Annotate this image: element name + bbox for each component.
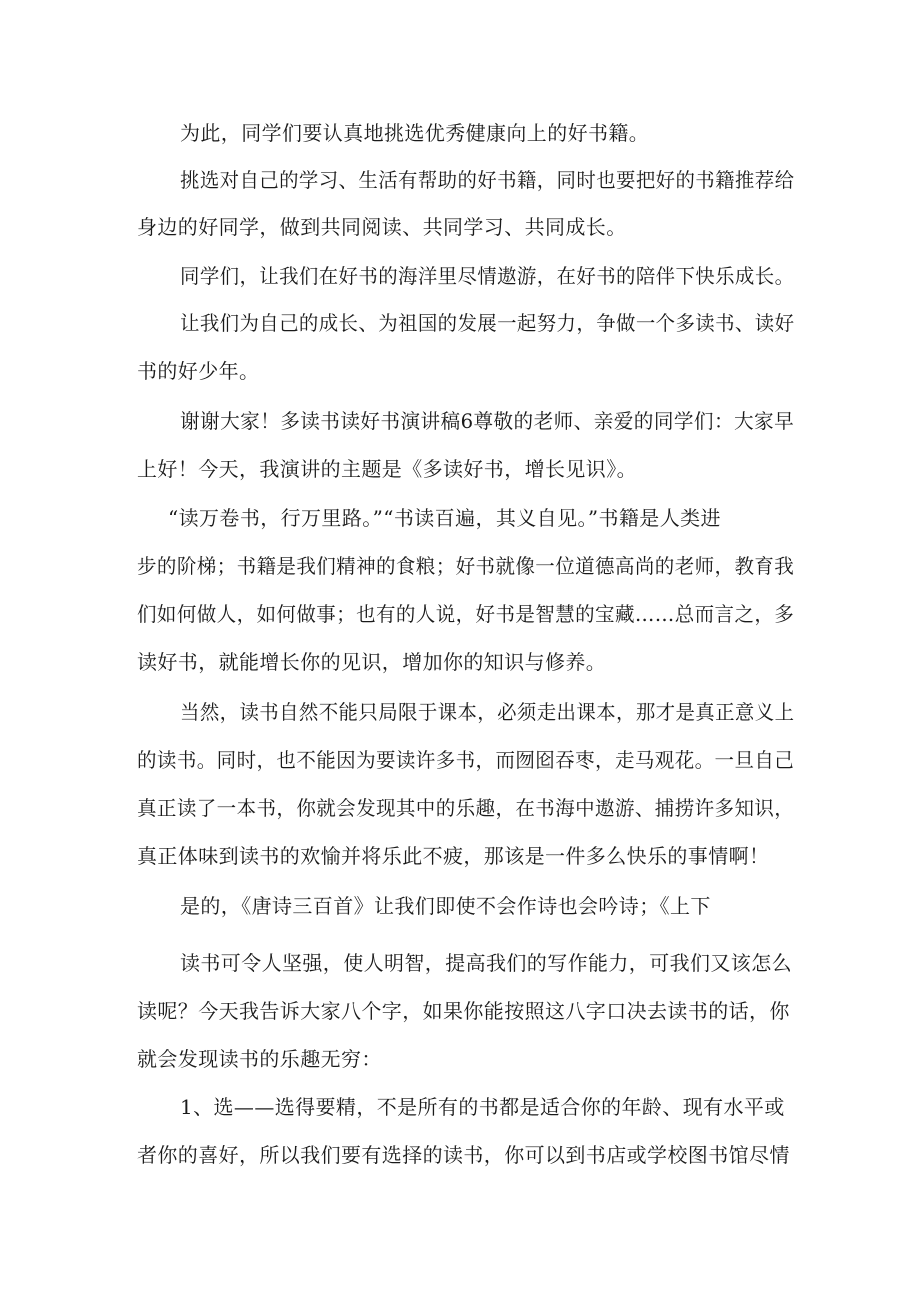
text-line: 者你的喜好，所以我们要有选择的读书，你可以到书店或学校图书馆尽情 bbox=[137, 1143, 790, 1167]
text-line: 当然，读书自然不能只局限于课本，必须走出课本，那才是真正意义上 bbox=[180, 700, 795, 724]
text-line: 为此，同学们要认真地挑选优秀健康向上的好书籍。 bbox=[180, 121, 650, 145]
text-line: 的读书。同时，也不能因为要读许多书，而囫囵吞枣，走马观花。一旦自己 bbox=[137, 748, 795, 772]
text-line: 读呢？今天我告诉大家八个字，如果你能按照这八字口决去读书的话，你 bbox=[137, 999, 790, 1023]
text-line: 步的阶梯；书籍是我们精神的食粮；好书就像一位道德高尚的老师，教育我 bbox=[137, 554, 795, 578]
text-line: 就会发现读书的乐趣无穷： bbox=[137, 1047, 382, 1071]
text-line: 真正读了一本书，你就会发现其中的乐趣，在书海中遨游、捕捞许多知识， bbox=[137, 796, 795, 820]
text-line: 读书可令人坚强，使人明智，提高我们的写作能力，可我们又该怎么 bbox=[180, 951, 792, 975]
text-line: 上好！今天，我演讲的主题是《多读好书，增长见识》。 bbox=[137, 457, 637, 481]
text-line: 谢谢大家！多读书读好书演讲稿6尊敬的老师、亲爱的同学们：大家早 bbox=[180, 409, 795, 433]
text-line: 挑选对自己的学习、生活有帮助的好书籍，同时也要把好的书籍推荐给 bbox=[180, 168, 795, 192]
text-line: 1、选——选得要精，不是所有的书都是适合你的年龄、现有水平或 bbox=[180, 1095, 785, 1119]
text-line: 让我们为自己的成长、为祖国的发展一起努力，争做一个多读书、读好 bbox=[180, 311, 795, 335]
text-line: “读万卷书，行万里路。”“书读百遍，其义自见。”书籍是人类进 bbox=[168, 506, 721, 530]
text-line: 身边的好同学，做到共同阅读、共同学习、共同成长。 bbox=[137, 215, 627, 239]
text-line: 是的，《唐诗三百首》让我们即使不会作诗也会吟诗；《上下 bbox=[180, 894, 711, 918]
text-line: 真正体味到读书的欢愉并将乐此不疲，那该是一件多么快乐的事情啊！ bbox=[137, 844, 770, 868]
text-line: 书的好少年。 bbox=[137, 359, 260, 383]
text-line: 同学们，让我们在好书的海洋里尽情遨游，在好书的陪伴下快乐成长。 bbox=[180, 264, 795, 288]
text-line: 读好书，就能增长你的见识，增加你的知识与修养。 bbox=[137, 650, 607, 674]
text-line: 们如何做人，如何做事；也有的人说，好书是智慧的宝藏……总而言之，多 bbox=[137, 602, 795, 626]
